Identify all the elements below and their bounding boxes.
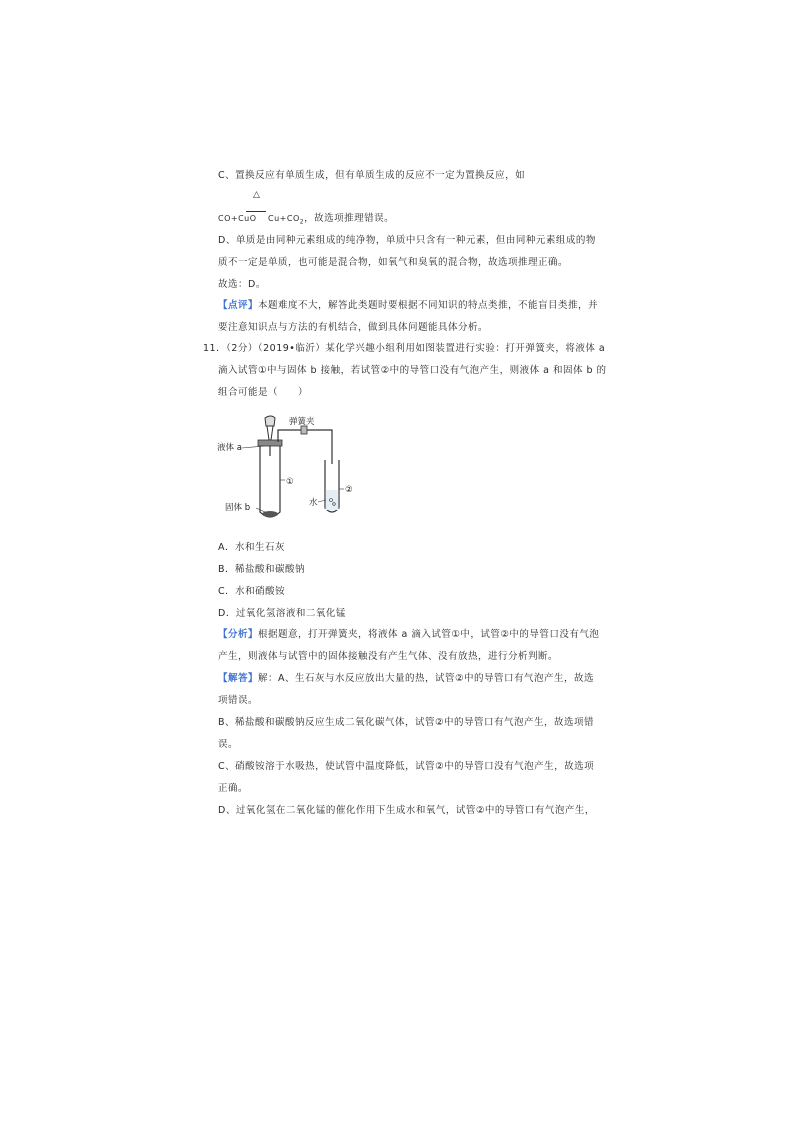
equation-products-group (268, 212, 394, 230)
option-a: A．水和生石灰 (218, 542, 285, 553)
answer-tag: 【解答】 (218, 673, 259, 684)
heat-sign: △ (253, 190, 260, 200)
answer-text-a1: 解：A、生石灰与水反应放出大量的热，试管②中的导管口有气泡产生，故选 (258, 673, 595, 684)
answer-line-d1: D、过氧化氢在二氧化锰的催化作用下生成水和氧气，试管②中的导管口有气泡产生， (218, 805, 595, 816)
analysis-tag: 【分析】 (218, 629, 259, 640)
analysis-line-1 (218, 628, 599, 642)
question-line-1: 11．（2分）（2019•临沂）某化学兴趣小组利用如图装置进行实验：打开弹簧夹，将液体 a (203, 343, 606, 354)
equation-subscript: 2 (299, 218, 305, 226)
option-c-explanation: C、置换反应有单质生成，但有单质生成的反应不一定为置换反应，如 (218, 170, 526, 181)
question-line-2: 滴入试管①中与固体 b 接触，若试管②中的导管口没有气泡产生，则液体 a 和固体 b 的 (218, 365, 607, 376)
final-choice: 故选：D。 (218, 279, 266, 290)
question-line-3: 组合可能是（ ） (218, 387, 309, 398)
review-tag: 【点评】 (218, 300, 259, 311)
funnel-stopper-icon (265, 416, 275, 426)
spring-clip-icon (301, 426, 307, 434)
review-text-1: 本题难度不大，解答此类题时要根据不同知识的特点类推，不能盲目类推，并 (258, 300, 599, 311)
review-line-1 (218, 299, 598, 313)
option-c: C．水和硝酸铵 (218, 586, 286, 597)
leader-line (242, 446, 264, 448)
delivery-tube (278, 430, 332, 464)
option-d-explanation-2: 质不一定是单质，也可能是混合物，如氧气和臭氧的混合物，故选项推理正确。 (218, 257, 569, 268)
tube-2-label: ② (345, 485, 353, 495)
answer-line-a2: 项错误。 (218, 695, 259, 706)
answer-line-c2: 正确。 (218, 783, 249, 794)
water-fill (326, 490, 339, 510)
answer-line-b2: 误。 (218, 739, 239, 750)
tube-1-label: ① (286, 477, 294, 487)
analysis-line-2: 产生，则液体与试管中的固体接触没有产生气体、没有放热，进行分析判断。 (218, 651, 559, 662)
equation-products: Cu+CO (268, 214, 300, 223)
answer-line-c1: C、硝酸铵溶于水吸热，使试管中温度降低，试管②中的导管口没有气泡产生，故选项 (218, 761, 595, 772)
answer-line-a1 (218, 672, 594, 686)
apparatus-diagram (215, 412, 375, 530)
analysis-text-1: 根据题意，打开弹簧夹，将液体 a 滴入试管①中，试管②中的导管口没有气泡 (258, 629, 600, 640)
equation-reactants: CO+CuO (218, 214, 257, 223)
water-label: 水 (309, 498, 318, 508)
liquid-a-label: 液体 a (217, 443, 242, 453)
solid-b-label: 固体 b (225, 503, 251, 513)
funnel-body-icon (267, 426, 273, 440)
spring-clip-label: 弹簧夹 (289, 417, 315, 427)
option-b: B．稀盐酸和碳酸钠 (218, 564, 306, 575)
option-d-explanation-1: D、单质是由同种元素组成的纯净物，单质中只含有一种元素，但由同种元素组成的物 (218, 235, 596, 246)
answer-line-b1: B、稀盐酸和碳酸钠反应生成二氧化碳气体，试管②中的导管口有气泡产生，故选项错 (218, 717, 595, 728)
equation-conclusion: ，故选项推理错误。 (304, 213, 395, 224)
option-d: D．过氧化氢溶液和二氧化锰 (218, 608, 346, 619)
review-line-2: 要注意知识点与方法的有机结合，做到具体问题能具体分析。 (218, 322, 489, 333)
